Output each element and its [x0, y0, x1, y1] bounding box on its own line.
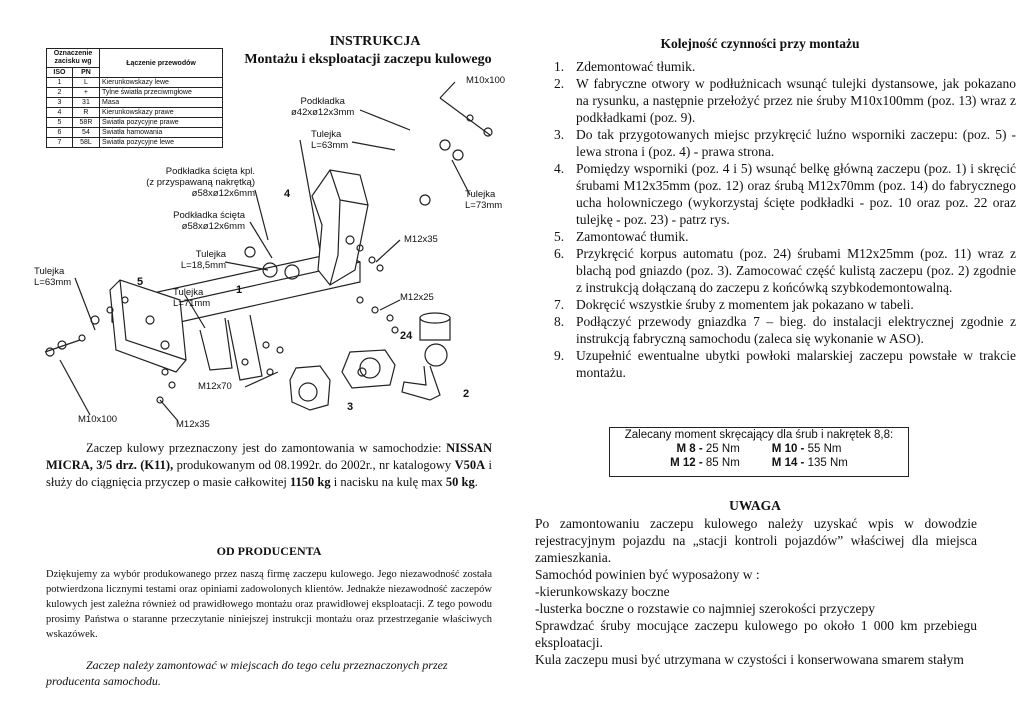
assembly-diagram	[0, 0, 540, 440]
torque-row: M 8 - 25 Nm M 10 - 55 Nm	[676, 443, 842, 455]
list-item: 4. Pomiędzy wsporniki (poz. 4 i 5) wsunąć belkę główną zaczepu (poz. 1) i skręcić śrubami M12x35mm (poz. 12) oraz śrubą M12x70mm (poz. 14) do fabrycznego ucha holowniczego (wykorzystaj ścięte podkładki - poz. 10 oraz poz. 22 oraz tulejkę - poz. 23) - patrz rys.	[554, 161, 1016, 227]
torque-row: M 12 - 85 Nm M 14 - 135 Nm	[670, 457, 848, 469]
label-m12x35-right: M12x35	[404, 234, 438, 245]
part-number-1: 1	[236, 284, 243, 296]
producer-note: Zaczep należy zamontować w miejscach do tego celu przeznaczonych przez producenta samochodu.	[46, 658, 448, 688]
warning-paragraph: Po zamontowaniu zaczepu kulowego należy uzyskać wpis w dowodzie rejestracyjnym pojazdu na „stacji kontroli pojazdów” właściwej dla miejsca zamieszkania.	[535, 516, 977, 565]
label-m10x100-top: M10x100	[466, 75, 506, 86]
warning-paragraph: Samochód powinien być wyposażony w :	[535, 567, 760, 582]
warning-heading: UWAGA	[729, 498, 781, 513]
steps-heading: Kolejność czynności przy montażu	[660, 36, 860, 51]
list-item: 3. Do tak przygotowanych miejsc przykręcić luźno wsporniki zaczepu: (poz. 5) - lewa strona i (poz. 4) - prawa strona.	[554, 127, 1016, 159]
label-sleeve-63-top: Tulejka L=63mm	[311, 129, 349, 151]
table-row: 5 58R Światła pozycyjne prawe	[47, 118, 223, 128]
part-number-3: 3	[347, 401, 354, 413]
label-washer-42: Podkładka ø42xø12x3mm	[291, 96, 355, 118]
table-row: 3 31 Masa	[47, 98, 223, 108]
steps-list	[540, 58, 1016, 381]
torque-title: Zalecany moment skręcający dla śrub i nakrętek 8,8:	[624, 429, 894, 441]
table-header-connection: Łączenie przewodów	[100, 49, 223, 78]
table-row: 1 L Kierunkowskazy lewe	[47, 78, 223, 88]
producer-heading: OD PRODUCENTA	[216, 544, 322, 558]
table-row: 2 + Tylne światła przeciwmgłowe	[47, 88, 223, 98]
label-beveled-washer: Podkładka ścięta ø58xø12x6mm	[173, 210, 245, 232]
label-m10x100-bottom: M10x100	[78, 414, 118, 425]
table-header-marking: Oznaczenie zacisku wg	[47, 49, 100, 68]
table-row: 7 58L Światła pozycyjne lewe	[47, 138, 223, 148]
label-sleeve-73: Tulejka L=73mm	[465, 189, 503, 211]
part-number-5: 5	[137, 276, 144, 288]
label-m12x70: M12x70	[198, 381, 232, 392]
table-header-iso: ISO	[47, 68, 73, 78]
warning-paragraph: Kula zaczepu musi być utrzymana w czystości i konserwowana smarem stałym	[535, 652, 964, 667]
list-item: 7. Dokręcić wszystkie śruby z momentem jak pokazano w tabeli.	[554, 297, 914, 312]
list-item: 8. Podłączyć przewody gniazdka 7 – bieg. do instalacji elektrycznej zgodnie z instrukcją fabryczną samochodu (zaleca się wykonanie w ASO).	[554, 314, 1016, 346]
table-row: 4 R Kierunkowskazy prawe	[47, 108, 223, 118]
torque-table	[609, 427, 909, 477]
part-number-24: 24	[400, 330, 413, 342]
warning-paragraph: -kierunkowskazy boczne	[535, 584, 670, 599]
warning-text	[535, 515, 977, 668]
socket-plate-drawing	[290, 366, 330, 410]
table-row: 6 54 Światła hamowania	[47, 128, 223, 138]
coupler-body-drawing	[342, 350, 395, 388]
label-sleeve-63-left: Tulejka L=63mm	[34, 266, 72, 288]
vehicle-description: Zaczep kulowy przeznaczony jest do zamontowania w samochodzie: NISSAN MICRA, 3/5 drz. (K11), produkowanym od 08.1992r. do 2002r., nr katalogowy V50A i służy do ciągnięcia przyczep o masie całkowitej 1150 kg i nacisku na kulę max 50 kg.	[46, 441, 492, 489]
list-item: 6. Przykręcić korpus automatu (poz. 24) śrubami M12x25mm (poz. 11) wraz z blachą pod gniazdo (poz. 3). Zamocować część kulistą zaczepu (poz. 2) zgodnie z instrukcją dołączaną do zaczepu z końcówką szybkodemontowalną.	[554, 246, 1016, 295]
part-number-4: 4	[284, 188, 291, 200]
list-item: 2. W fabryczne otwory w podłużnicach wsunąć tulejki dystansowe, jak pokazano na rysunku, a następnie przełożyć przez nie śruby M10x100mm (poz. 13) wraz z podkładkami (poz. 9).	[554, 76, 1016, 125]
tow-ball-drawing	[402, 313, 450, 400]
producer-text: Dziękujemy za wybór produkowanego przez naszą firmę zaczepu kulowego. Jego niezawodność została potwierdzona licznymi testami oraz opiniami zadowolonych klientów. Jednakże niezawodność zaczepów kulowych jest zależna również od prawidłowego montażu oraz prawidłowej eksploatacji. Z tego powodu prosimy Państwa o staranne przeczytanie niniejszej instrukcji montażu oraz przestrzeganie właściwych wskazówek.	[46, 569, 492, 640]
label-sleeve-18: Tulejka L=18,5mm	[180, 249, 226, 271]
warning-paragraph: Sprawdzać śruby mocujące zaczepu kulowego po około 1 000 km przebiegu eksploatacji.	[535, 618, 977, 650]
label-beveled-washer-nut: Podkładka ścięta kpl. (z przyspawaną nakrętką) ø58xø12x6mm	[146, 166, 255, 199]
list-item: 1. Zdemontować tłumik.	[554, 59, 696, 74]
page-subtitle: Montażu i eksploatacji zaczepu kulowego	[244, 52, 492, 67]
warning-paragraph: -lusterka boczne o rozstawie co najmniej szerokości przyczepy	[535, 601, 875, 616]
label-m12x35-bottom: M12x35	[176, 419, 210, 430]
page-title: INSTRUKCJA	[329, 34, 421, 49]
list-item: 5. Zamontować tłumik.	[554, 229, 689, 244]
label-m12x25: M12x25	[400, 292, 434, 303]
part-number-2: 2	[463, 388, 470, 400]
list-item: 9. Uzupełnić ewentualne ubytki powłoki malarskiej zaczepu powstałe w trakcie montażu.	[554, 348, 1016, 380]
table-header-pn: PN	[72, 68, 99, 78]
label-sleeve-71: Tulejka L=71mm	[173, 287, 211, 309]
